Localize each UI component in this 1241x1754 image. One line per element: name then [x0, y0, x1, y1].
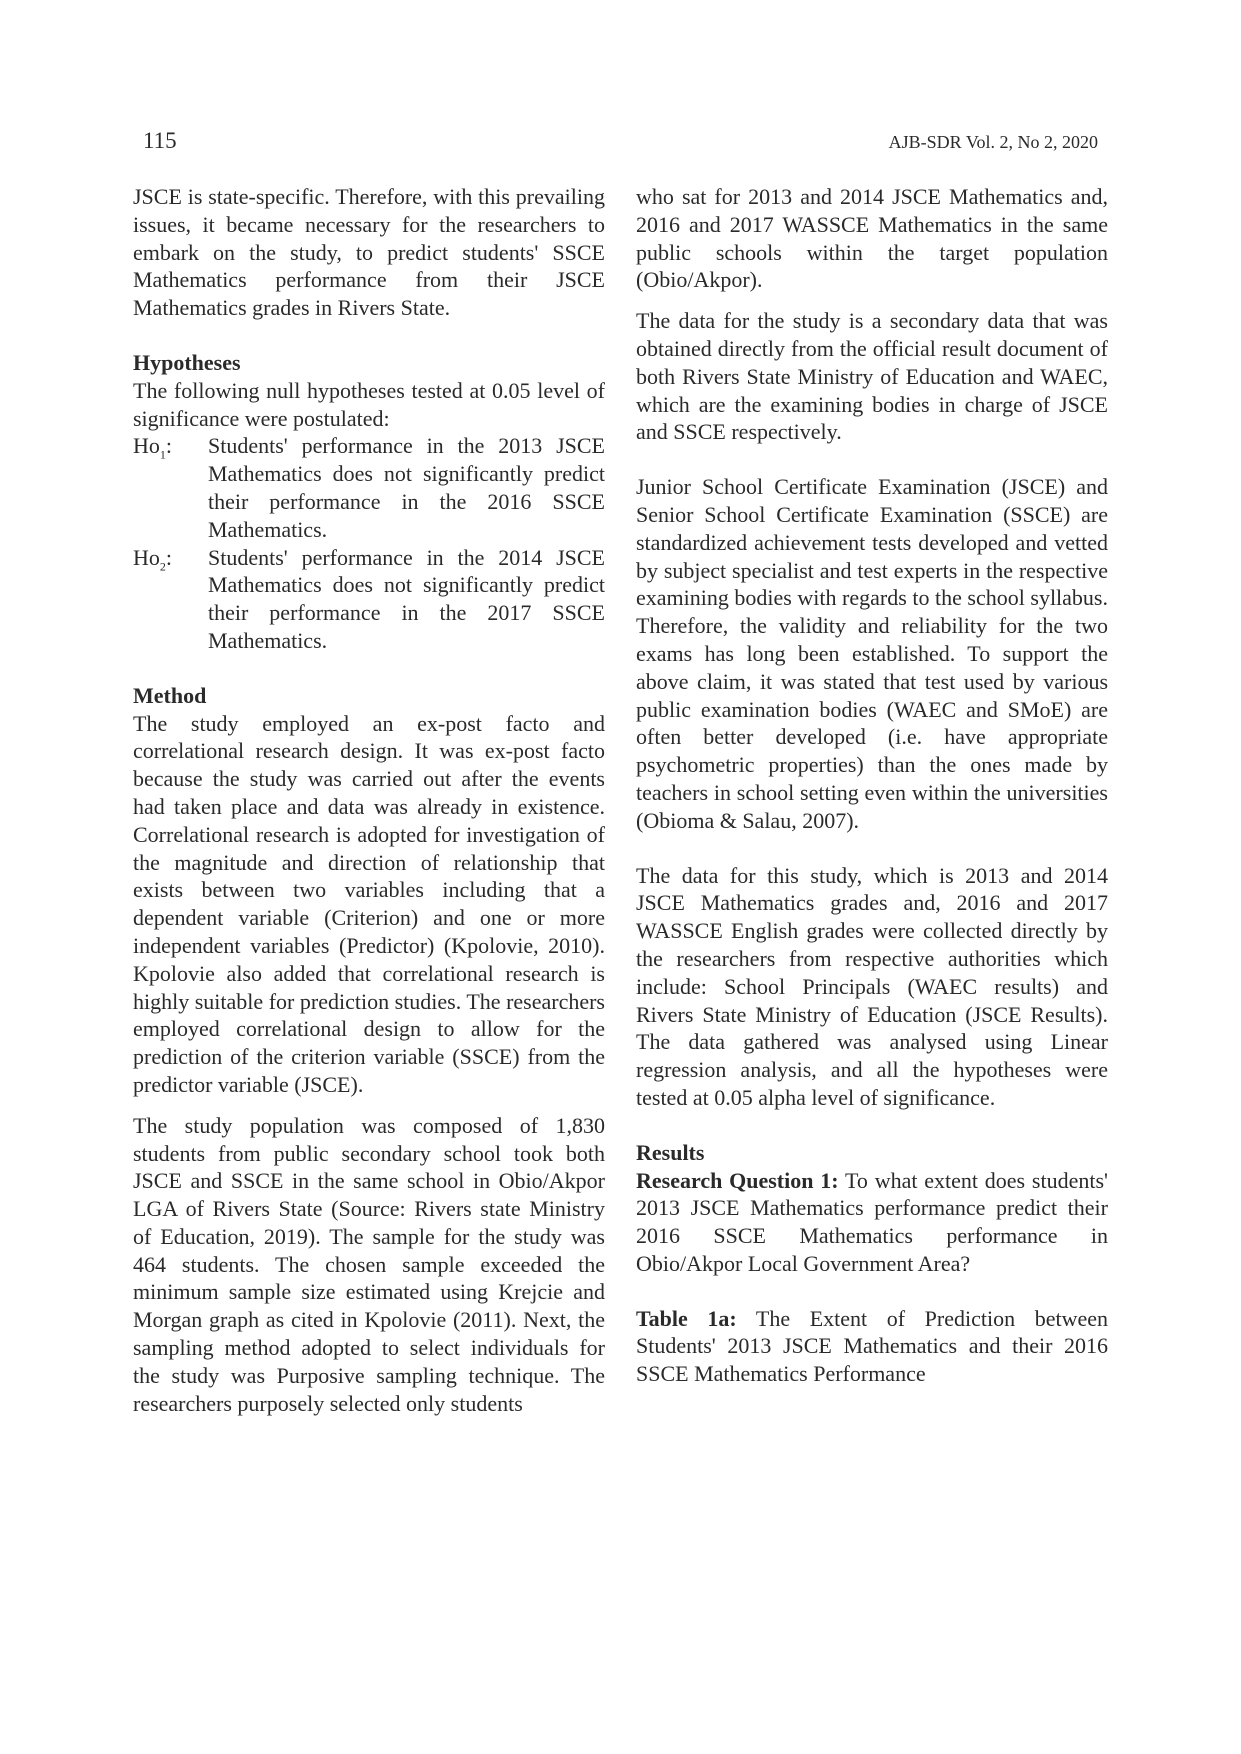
instrument-paragraph: Junior School Certificate Examination (JSCE) and Senior School Certificate Examination (SSCE) are standardized achievement tests developed and vetted by subject specialist and test experts in the respective examining bodies with regards to the school syllabus. Therefore, the validity and reliability for the two exams has long been established. To support the above claim, it was stated that test used by various public examination bodies (WAEC and SMoE) are often better developed (i.e. have appropriate psychometric properties) than the ones made by teachers in school setting even within the universities (Obioma & Salau, 2007). — [636, 474, 1108, 833]
right-column — [636, 183, 1108, 1388]
method-heading: Method — [133, 682, 207, 708]
research-question-1-text: To what extent does students' 2013 JSCE Mathematics performance predict their 2016 SSCE Mathematics performance in Obio/Akpor Local Government Area? — [636, 1167, 1108, 1276]
hypothesis-2-label: $Ho_2$: — [133, 544, 173, 573]
hypothesis-1 — [133, 432, 605, 543]
method-paragraph-2: The study population was composed of 1,830 students from public secondary school took both JSCE and SSCE in the same school in Obio/Akpor LGA of Rivers State (Source: Rivers state Ministry of Education, 2019). The sample for the study was 464 students. The chosen sample exceeded the minimum sample size estimated using Krejcie and Morgan graph as cited in Kpolovie (2011). Next, the sampling method adopted to select individuals for the study was Purposive sampling technique. The researchers purposely selected only students — [133, 1112, 605, 1416]
method-paragraph-1: The study employed an ex-post facto and correlational research design. It was ex-post facto because the study was carried out after the events had taken place and data was already in existence. Correlational research is adopted for investigation of the magnitude and direction of relationship that exists between two variables including that a dependent variable (Criterion) and one or more independent variables (Predictor) (Kpolovie, 2010). Kpolovie also added that correlational research is highly suitable for prediction studies. The researchers employed correlational design to allow for the prediction of the criterion variable (SSCE) from the predictor variable (JSCE). — [133, 710, 605, 1097]
page-number: 115 — [143, 128, 177, 153]
journal-reference: AJB-SDR Vol. 2, No 2, 2020 — [888, 132, 1098, 152]
table-1a-title: The Extent of Prediction between Students' 2013 JSCE Mathematics and their 2016 SSCE Mathematics Performance — [636, 1305, 1109, 1387]
research-question-1-label: Research Question 1: — [636, 1167, 839, 1193]
hypotheses-heading: Hypotheses — [133, 349, 241, 375]
left-column — [133, 183, 605, 1417]
data-analysis-paragraph: The data for this study, which is 2013 and 2014 JSCE Mathematics grades and, 2016 and 2017 WASSCE English grades were collected directly by the researchers from respective authorities which include: School Principals (WAEC results) and Rivers State Ministry of Education (JSCE Results). The data gathered was analysed using Linear regression analysis, and all the hypotheses were tested at 0.05 alpha level of significance. — [636, 862, 1108, 1110]
table-1a-label: Table 1a: — [636, 1305, 737, 1331]
intro-paragraph: JSCE is state-specific. Therefore, with this prevailing issues, it became necessary for the researchers to embark on the study, to predict students' SSCE Mathematics performance from their JSCE Mathematics grades in Rivers State. — [133, 184, 605, 321]
hypothesis-1-label: $Ho_1$: — [133, 433, 173, 462]
hypothesis-2-text: Students' performance in the 2014 JSCE Mathematics does not significantly predict their performance in the 2017 SSCE Mathematics. — [208, 544, 605, 653]
data-source-paragraph: The data for the study is a secondary data that was obtained directly from the official result document of both Rivers State Ministry of Education and WAEC, which are the examining bodies in charge of JSCE and SSCE respectively. — [636, 308, 1108, 445]
running-header — [143, 128, 1098, 154]
results-heading: Results — [636, 1139, 705, 1165]
sample-paragraph: who sat for 2013 and 2014 JSCE Mathematics and, 2016 and 2017 WASSCE Mathematics in the same public schools within the target population (Obio/Akpor). — [636, 184, 1108, 293]
hypotheses-intro: The following null hypotheses tested at 0.05 level of significance were postulated: — [133, 377, 605, 431]
hypothesis-2 — [133, 544, 605, 655]
hypothesis-1-text: Students' performance in the 2013 JSCE Mathematics does not significantly predict their performance in the 2016 SSCE Mathematics. — [208, 433, 605, 542]
research-question-1 — [636, 1167, 1108, 1278]
table-1a-caption — [636, 1305, 1108, 1388]
